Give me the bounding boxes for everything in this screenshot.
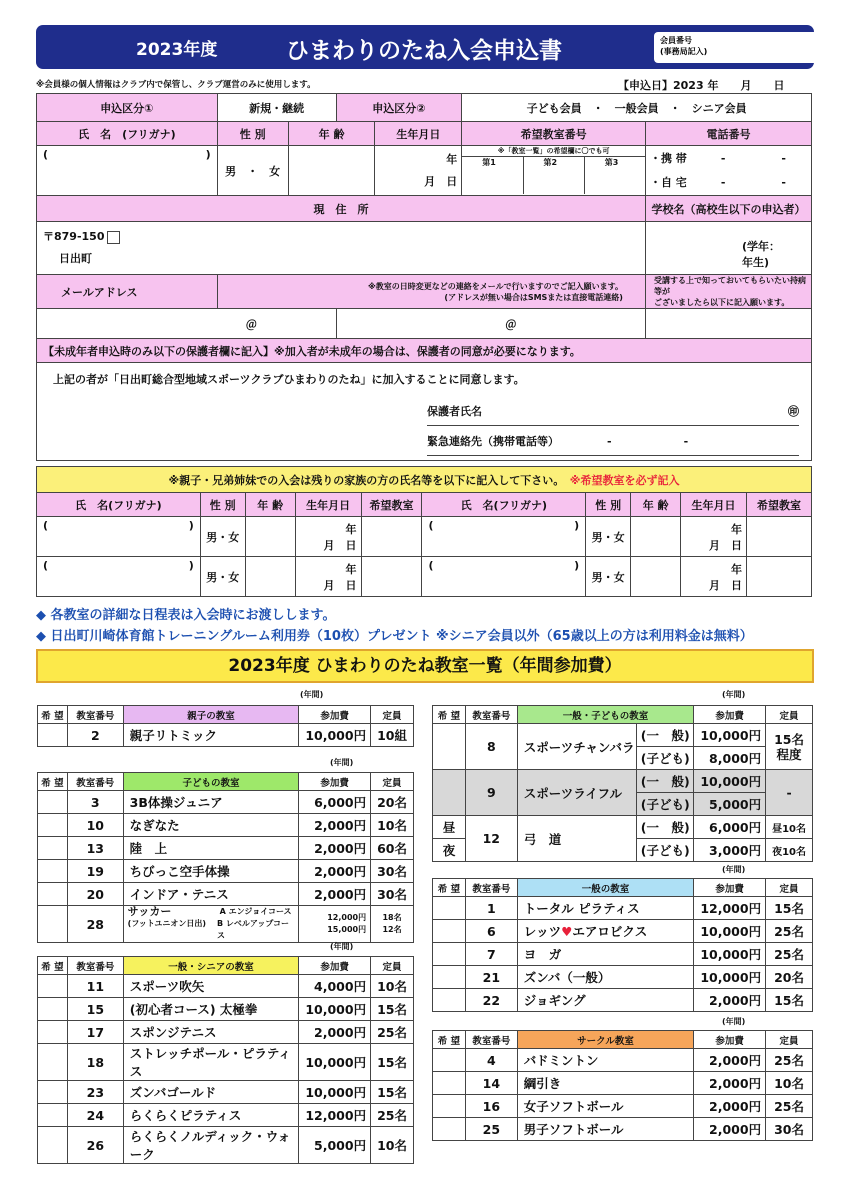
fam-age-field[interactable] — [245, 517, 295, 557]
mail-field-1[interactable]: ＠ — [37, 309, 337, 339]
class-row: 25 男子ソフトボール 2,000円 30名 — [433, 1118, 813, 1141]
fam-age-header: 年 齢 — [245, 493, 295, 517]
kodomo-table: 希 望 教室番号 子どもの教室 参加費 定員 3 3B体操ジュニア 6,000円 20名 10 なぎなた 2,000円 10名 13 陸 上 2,000円 60名 19 ちびっこ空手体操 2,000円 30名 20 インドア・テニス 2,000円 30名 28 サッカー A エンジョイコース (フットユニオン日出) B レベルアップコース 12,000円 15,000円 18名 12名 — [37, 772, 414, 943]
class-row: 18 ストレッチポール・ピラティス 10,000円 15名 — [38, 1044, 414, 1081]
address-field[interactable]: 〒879-150 日出町 — [37, 222, 646, 275]
class-row: 21 ズンバ（一般） 10,000円 20名 — [433, 966, 813, 989]
kubun2-label: 申込区分② — [336, 94, 462, 122]
bullet-schedule: ◆ 各教室の詳細な日程表は入会時にお渡しします。 — [36, 608, 336, 623]
fam-class-field[interactable] — [361, 517, 422, 557]
mail-header: メールアドレス — [37, 275, 218, 309]
class-no-header: 希望教室番号 — [462, 122, 646, 146]
guardian-header: 【未成年者申込時のみ以下の保護者欄に記入】※加入者が未成年の場合は、保護者の同意が必要になります。 — [37, 339, 812, 363]
class-row: 24 らくらくピラティス 12,000円 25名 — [38, 1104, 414, 1127]
birth-field[interactable]: 年 月 日 — [375, 146, 462, 196]
fam-sex-field[interactable]: 男・女 — [586, 557, 631, 597]
class-row: 17 スポンジテニス 2,000円 25名 — [38, 1021, 414, 1044]
bullet-ticket: ◆ 日出町川崎体育館トレーニングルーム利用券（10枚）プレゼント ※シニア会員以外（65歳以上の方は利用料金は無料） — [36, 629, 753, 644]
sex-field[interactable]: 男 ・ 女 — [217, 146, 288, 196]
fam-age-field[interactable] — [631, 557, 681, 597]
class-row: 15 (初心者コース) 太極拳 10,000円 15名 — [38, 998, 414, 1021]
header-year: 2023年度 — [136, 40, 218, 60]
guardian-section: 上記の者が「日出町総合型地域スポーツクラブひまわりのたね」に加入することに同意します。 保護者氏名 ㊞ 緊急連絡先（携帯電話等） - - — [37, 363, 812, 461]
fam-age-field[interactable] — [631, 517, 681, 557]
fam-sex-header: 性 別 — [586, 493, 631, 517]
fam-name-field[interactable]: ( ) — [422, 557, 586, 597]
fam-birth-header: 生年月日 — [295, 493, 361, 517]
age-field[interactable] — [288, 146, 375, 196]
family-row — [37, 517, 812, 557]
fam-name-field[interactable]: ( ) — [37, 557, 201, 597]
fam-sex-field[interactable]: 男・女 — [200, 557, 245, 597]
class-row: 2 親子リトミック 10,000円 10組 — [38, 724, 414, 747]
apply-date: 【申込日】2023 年 月 日 — [618, 79, 785, 92]
fam-name-header: 氏 名(フリガナ) — [422, 493, 586, 517]
form-header — [36, 25, 814, 69]
class-row: 7 ヨ ガ 10,000円 25名 — [433, 943, 813, 966]
class-row: 16 女子ソフトボール 2,000円 25名 — [433, 1095, 813, 1118]
class-row: 8 スポーツチャンバラ (一 般) 10,000円 15名 程度 — [433, 724, 813, 747]
class-row: 26 らくらくノルディック・ウォーク 5,000円 10名 — [38, 1127, 414, 1164]
class-row: 9 スポーツライフル (一 般) 10,000円 - — [433, 770, 813, 793]
fam-name-header: 氏 名(フリガナ) — [37, 493, 201, 517]
family-row — [37, 557, 812, 597]
class-row: 1 トータル ピラティス 12,000円 15名 — [433, 897, 813, 920]
class-row: 23 ズンバゴールド 10,000円 15名 — [38, 1081, 414, 1104]
tel-field[interactable]: ・携 帯 - - ・自 宅 - - — [645, 146, 811, 196]
class-row: 昼 12 弓 道 (一 般) 6,000円 昼10名 — [433, 816, 813, 839]
name-header: 氏 名 (フリガナ) — [37, 122, 218, 146]
fam-birth-field[interactable]: 年 月 日 — [681, 517, 747, 557]
disease-field[interactable] — [645, 309, 811, 339]
member-number-box[interactable]: 会員番号 (事務局記入) — [654, 32, 834, 63]
ippan-table: 希 望 教室番号 一般の教室 参加費 定員 1 トータル ピラティス 12,000円 15名 6 レッツ♥エアロビクス 10,000円 25名 7 ヨ ガ 10,000円 25名 21 ズンバ（一般） 10,000円 20名 22 ジョギング 2,000円 15名 — [432, 878, 813, 1012]
class-row: 4 バドミントン 2,000円 25名 — [433, 1049, 813, 1072]
senior-table: 希 望 教室番号 一般・シニアの教室 参加費 定員 11 スポーツ吹矢 4,000円 10名 15 (初心者コース) 太極拳 10,000円 15名 17 スポンジテニス 2,000円 25名 18 ストレッチポール・ピラティス 10,000円 15名 23 ズンバゴールド 10,000円 15名 24 らくらくピラティス 12,000円 25名 26 らくらくノルディック・ウォーク 5,000円 10名 — [37, 956, 414, 1164]
name-field[interactable]: ( ) — [37, 146, 218, 196]
class-row-soccer: 28 サッカー A エンジョイコース (フットユニオン日出) B レベルアップコース 12,000円 15,000円 18名 12名 — [38, 906, 414, 943]
hope-cell[interactable] — [38, 724, 68, 747]
fam-birth-field[interactable]: 年 月 日 — [295, 517, 361, 557]
fam-birth-field[interactable]: 年 月 日 — [681, 557, 747, 597]
privacy-note: ※会員様の個人情報はクラブ内で保管し、クラブ運営のみに使用します。 — [36, 80, 316, 90]
family-note: ※親子・兄弟姉妹での入会は残りの家族の方の氏名等を以下に記入して下さい。 ※希望教室を必ず記入 — [37, 467, 812, 493]
fam-class-header: 希望教室 — [361, 493, 422, 517]
class-row: 14 綱引き 2,000円 10名 — [433, 1072, 813, 1095]
kubun1-label: 申込区分① — [37, 94, 218, 122]
application-form: 申込区分① 新規・継続 申込区分② 子ども会員 ・ 一般会員 ・ シニア会員 氏 名 (フリガナ) 性 別 年 齢 生年月日 希望教室番号 電話番号 ( ) 男 ・ 女 年 月 日 ※「教室一覧」の希望欄に〇でも可 第1 第2 第3 ・携 帯 - - ・自 宅 - - 現 住 所 学校名（高校生以下の申込者） 〒879-150 日出町 (学年： 年生) メールアドレス ※教室の日時変更などの連絡をメールで行いますのでご記入願います。 (アドレスが無い場合はSMSまたは直接電話連絡) 受講する上で知っておいてもらいたい持病等が ございましたら以下に記入願います。 ＠ ＠ 【未成年者申込時のみ以下の保護者欄に記入】※加入者が未成年の場合は、保護者の同意が必要になります。 上記の者が「日出町総合型地域スポーツクラブひまわりのたね」に加入することに同意します。 保護者氏名 ㊞ 緊急連絡先（携帯電話等） - - — [36, 93, 812, 461]
class-row: 19 ちびっこ空手体操 2,000円 30名 — [38, 860, 414, 883]
fam-sex-field[interactable]: 男・女 — [200, 517, 245, 557]
fam-class-field[interactable] — [747, 557, 812, 597]
sex-header: 性 別 — [217, 122, 288, 146]
header-title: ひまわりのたね入会申込書 — [286, 38, 562, 64]
class-row: 20 インドア・テニス 2,000円 30名 — [38, 883, 414, 906]
fam-name-field[interactable]: ( ) — [37, 517, 201, 557]
class-no-field[interactable]: ※「教室一覧」の希望欄に〇でも可 第1 第2 第3 — [462, 146, 646, 196]
mail-field-2[interactable]: ＠ — [336, 309, 645, 339]
tel-header: 電話番号 — [645, 122, 811, 146]
family-table — [36, 466, 812, 597]
guardian-name-field[interactable]: 保護者氏名 ㊞ — [427, 403, 799, 426]
member-types[interactable]: 子ども会員 ・ 一般会員 ・ シニア会員 — [462, 94, 812, 122]
shinki-keizoku[interactable]: 新規・継続 — [217, 94, 336, 122]
fam-sex-header: 性 別 — [200, 493, 245, 517]
grade-field[interactable]: (学年： 年生) — [645, 222, 811, 275]
fam-age-header: 年 齢 — [631, 493, 681, 517]
ippan-kodomo-table: 希 望 教室番号 一般・子どもの教室 参加費 定員 8 スポーツチャンバラ (一 般) 10,000円 15名 程度 (子ども) 8,000円 9 スポーツライフル (一 般) 10,000円 - (子ども) 5,000円 昼 12 弓 道 (一 般) 6,000円 昼10名 夜 (子ども) 3,000円 夜10名 — [432, 705, 813, 862]
fam-age-field[interactable] — [245, 557, 295, 597]
oyako-table: 希 望 教室番号 親子の教室 参加費 定員 2 親子リトミック 10,000円 10組 — [37, 705, 414, 747]
class-row: 3 3B体操ジュニア 6,000円 20名 — [38, 791, 414, 814]
fam-class-field[interactable] — [361, 557, 422, 597]
class-row: 22 ジョギング 2,000円 15名 — [433, 989, 813, 1012]
birth-header: 生年月日 — [375, 122, 462, 146]
age-header: 年 齢 — [288, 122, 375, 146]
fam-name-field[interactable]: ( ) — [422, 517, 586, 557]
circle-table: 希 望 教室番号 サークル教室 参加費 定員 4 バドミントン 2,000円 25名 14 綱引き 2,000円 10名 16 女子ソフトボール 2,000円 25名 25 男子ソフトボール 2,000円 30名 — [432, 1030, 813, 1141]
class-row: 13 陸 上 2,000円 60名 — [38, 837, 414, 860]
heart-icon: ♥ — [561, 924, 573, 939]
fam-class-field[interactable] — [747, 517, 812, 557]
address-header: 現 住 所 — [37, 196, 646, 222]
class-row: 11 スポーツ吹矢 4,000円 10名 — [38, 975, 414, 998]
fam-birth-header: 生年月日 — [681, 493, 747, 517]
class-row: 10 なぎなた 2,000円 10名 — [38, 814, 414, 837]
class-row: 6 レッツ♥エアロビクス 10,000円 25名 — [433, 920, 813, 943]
fam-class-header: 希望教室 — [747, 493, 812, 517]
fam-birth-field[interactable]: 年 月 日 — [295, 557, 361, 597]
class-list-title: 2023年度 ひまわりのたね教室一覧（年間参加費） — [36, 649, 814, 683]
school-header: 学校名（高校生以下の申込者） — [645, 196, 811, 222]
emergency-field[interactable]: 緊急連絡先（携帯電話等） - - — [427, 433, 799, 456]
fam-sex-field[interactable]: 男・女 — [586, 517, 631, 557]
